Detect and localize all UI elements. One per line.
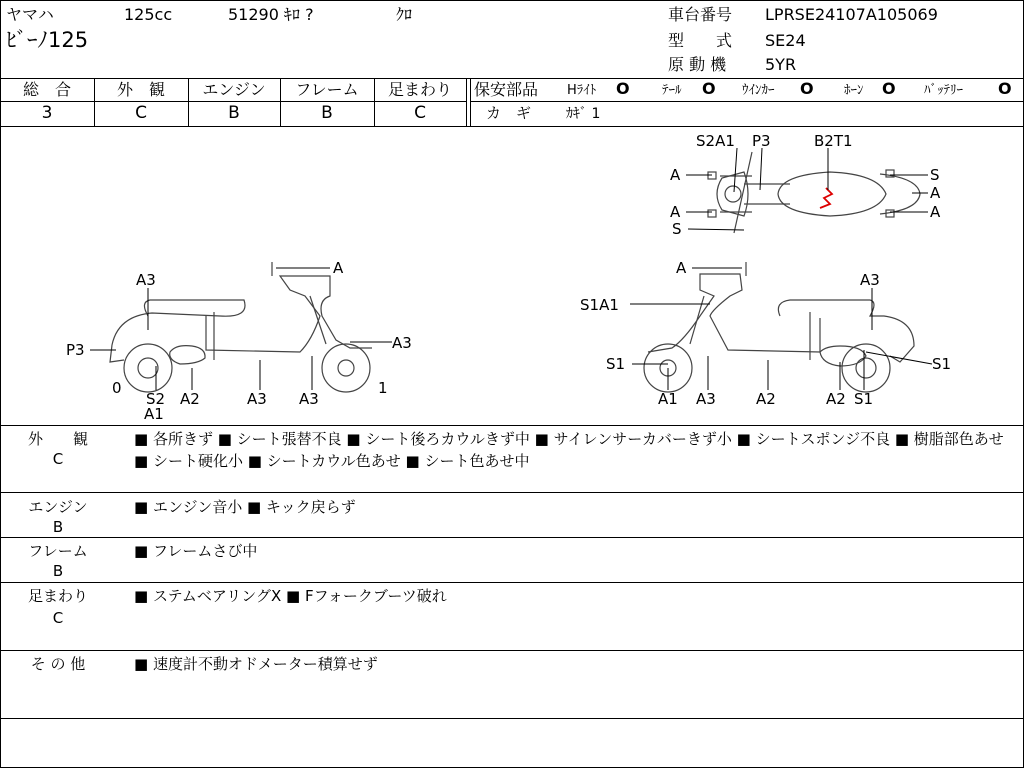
diagram-label: A3 bbox=[392, 334, 412, 352]
key-label: カ ギ bbox=[486, 104, 532, 122]
remark-text: ■ フレームさび中 bbox=[134, 542, 258, 560]
diagram-label: P3 bbox=[752, 132, 771, 150]
divider bbox=[0, 425, 1024, 426]
diagram-label: S2 bbox=[146, 390, 166, 408]
chassis-label: 車台番号 bbox=[668, 5, 733, 24]
divider bbox=[0, 78, 1024, 79]
safety-mark: O bbox=[800, 79, 814, 98]
diagram-label: A3 bbox=[247, 390, 267, 408]
diagram-label: S1 bbox=[606, 355, 626, 373]
divider bbox=[0, 650, 1024, 651]
remark-text: ■ エンジン音小 ■ キック戻らず bbox=[134, 498, 356, 516]
diagram-label: A1 bbox=[144, 405, 164, 423]
color: ｸﾛ bbox=[396, 5, 413, 24]
exterior-grade: C bbox=[135, 103, 147, 123]
engine-model-label: 原 動 機 bbox=[668, 55, 727, 74]
divider bbox=[0, 718, 1024, 719]
remark-grade: B bbox=[52, 518, 64, 536]
diagram-label: P3 bbox=[66, 341, 85, 359]
diagram-label: A3 bbox=[696, 390, 716, 408]
mileage: 51290 ｷﾛ ? bbox=[228, 5, 314, 24]
diagram-label: A2 bbox=[756, 390, 776, 408]
type-value: SE24 bbox=[765, 31, 806, 50]
diagram-label: A2 bbox=[180, 390, 200, 408]
safety-mark: O bbox=[702, 79, 716, 98]
diagram-label: A3 bbox=[299, 390, 319, 408]
diagram-label: A bbox=[333, 259, 344, 277]
remark-grade: C bbox=[52, 450, 64, 468]
remark-grade: B bbox=[52, 562, 64, 580]
diagram-label: A2 bbox=[826, 390, 846, 408]
engine-model-value: 5YR bbox=[765, 55, 797, 74]
divider bbox=[0, 492, 1024, 493]
divider bbox=[0, 101, 466, 102]
remark-text: ■ ステムベアリングX ■ Fフォークブーツ破れ bbox=[134, 587, 447, 605]
damage-diagram bbox=[0, 127, 1024, 425]
safety-mark: O bbox=[998, 79, 1012, 98]
key-value: ｶｷﾞ 1 bbox=[566, 106, 601, 122]
remark-text: ■ 速度計不動オドメーター積算せず bbox=[134, 655, 378, 673]
diagram-label: A bbox=[676, 259, 687, 277]
suspension-grade: C bbox=[414, 103, 426, 123]
frame-grade: B bbox=[321, 103, 333, 123]
diagram-label: A bbox=[670, 203, 681, 221]
remark-category: 足まわり bbox=[27, 587, 88, 605]
frame-grade-label: フレーム bbox=[295, 80, 359, 99]
remark-text: ■ 各所きず ■ シート張替不良 ■ シート後ろカウルきず中 ■ サイレンサーカバーきず小 ■ シートスポンジ不良 ■ 樹脂部色あせ ■ シート硬化小 ■ シートカウル色あせ ■ シート色あせ中 bbox=[134, 430, 1004, 470]
diagram-label: 1 bbox=[378, 379, 388, 397]
diagram-label: S1 bbox=[932, 355, 952, 373]
safety-item-battery: ﾊﾞｯﾃﾘｰ bbox=[924, 83, 963, 98]
engine-grade-label: エンジン bbox=[202, 80, 266, 99]
diagram-label: A3 bbox=[136, 271, 156, 289]
remark-category: エンジン bbox=[28, 498, 88, 516]
engine-cc: 125cc bbox=[124, 5, 173, 24]
diagram-label: A bbox=[670, 166, 681, 184]
diagram-label: S bbox=[672, 220, 682, 238]
model-name: ﾋﾞｰﾉ125 bbox=[6, 28, 89, 52]
diagram-label: 0 bbox=[112, 379, 122, 397]
safety-item-winker: ｳｲﾝｶｰ bbox=[742, 83, 775, 98]
divider bbox=[470, 78, 471, 126]
diagram-label: S1A1 bbox=[580, 296, 619, 314]
safety-item-tail: ﾃｰﾙ bbox=[662, 83, 682, 98]
safety-mark: O bbox=[616, 79, 630, 98]
safety-item-horn: ﾎｰﾝ bbox=[844, 83, 864, 98]
type-label: 型 式 bbox=[668, 31, 733, 50]
diagram-label: A1 bbox=[658, 390, 678, 408]
safety-mark: O bbox=[882, 79, 896, 98]
engine-grade: B bbox=[228, 103, 240, 123]
exterior-label: 外 観 bbox=[116, 80, 165, 99]
divider bbox=[466, 78, 467, 126]
remark-category: そ の 他 bbox=[30, 655, 86, 673]
remark-category: 外 観 bbox=[27, 430, 88, 448]
scooter-top-view bbox=[708, 152, 920, 233]
suspension-grade-label: 足まわり bbox=[387, 80, 452, 99]
diagram-label: S1 bbox=[854, 390, 874, 408]
remark-category: フレーム bbox=[28, 542, 88, 560]
overall-label: 総 合 bbox=[22, 80, 71, 99]
remark-grade: C bbox=[52, 609, 64, 627]
diagram-label: A3 bbox=[860, 271, 880, 289]
damage-mark-icon bbox=[820, 188, 832, 208]
safety-label: 保安部品 bbox=[474, 80, 539, 99]
diagram-label: S2A1 bbox=[696, 132, 735, 150]
maker: ヤマハ bbox=[6, 5, 54, 24]
overall-grade: 3 bbox=[41, 103, 53, 123]
chassis-number: LPRSE24107A105069 bbox=[765, 5, 938, 24]
divider bbox=[470, 101, 1024, 102]
divider bbox=[0, 537, 1024, 538]
diagram-label: A bbox=[930, 184, 941, 202]
diagram-label: A bbox=[930, 203, 941, 221]
safety-item-headlight: Hﾗｲﾄ bbox=[567, 83, 597, 98]
diagram-label: S bbox=[930, 166, 940, 184]
diagram-label: B2T1 bbox=[814, 132, 853, 150]
divider bbox=[0, 582, 1024, 583]
